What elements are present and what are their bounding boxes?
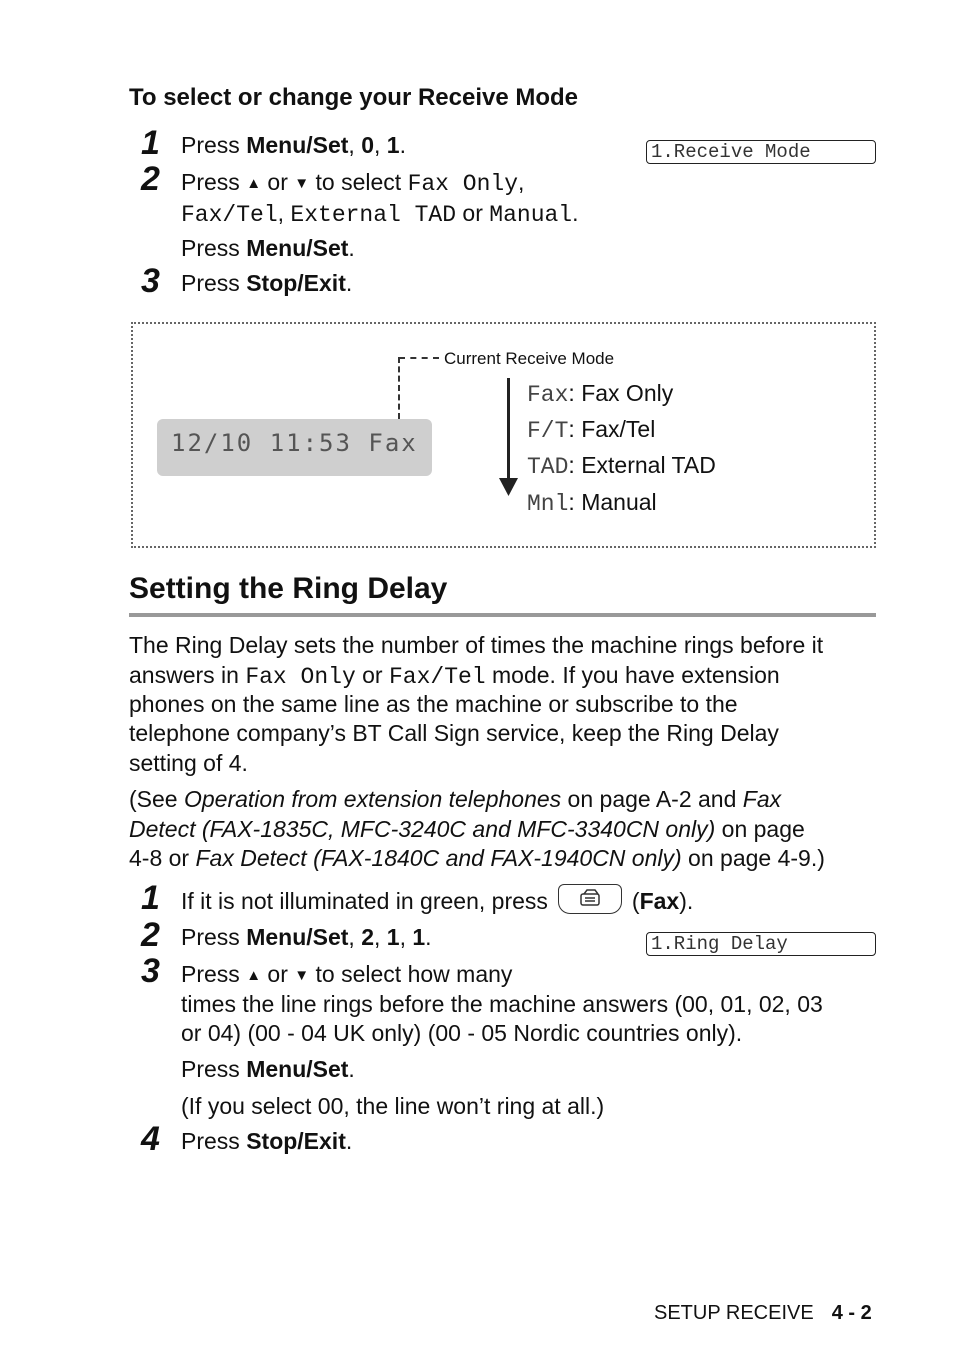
step-text: Press Menu/Set, 0, 1. — [181, 132, 406, 158]
step-text: Press Stop/Exit. — [181, 270, 353, 296]
step-text: Press ▲ or ▼ to select Fax Only, — [181, 169, 525, 197]
step-text: (If you select 00, the line won’t ring at all.) — [181, 1093, 605, 1119]
step-text: Press Menu/Set. — [181, 1056, 355, 1082]
step-number: 2 — [141, 160, 160, 198]
step-text: Press Stop/Exit. — [181, 1128, 353, 1154]
paragraph-line: 4-8 or Fax Detect (FAX-1840C and FAX-1940CN only) on page 4-9.) — [129, 845, 825, 871]
arrow-shaft — [507, 378, 510, 480]
step-text: Fax/Tel, External TAD or Manual. — [181, 200, 579, 228]
step-text: Press ▲ or ▼ to select how many — [181, 961, 513, 987]
paragraph-line: setting of 4. — [129, 750, 248, 776]
callout-label: Current Receive Mode — [444, 349, 615, 368]
section-rule — [129, 613, 876, 617]
up-arrow-icon: ▲ — [246, 175, 262, 192]
mode-item: Mnl: Manual — [527, 489, 657, 517]
step-text: Press Menu/Set, 2, 1, 1. — [181, 924, 432, 950]
lcd-ring-delay: 1.Ring Delay — [646, 932, 876, 956]
down-arrow-icon: ▼ — [294, 967, 310, 984]
paragraph-line: answers in Fax Only or Fax/Tel mode. If you have extension — [129, 662, 780, 690]
page-number: 4 - 2 — [831, 1302, 872, 1324]
paragraph-line: phones on the same line as the machine or subscribe to the — [129, 691, 738, 717]
step-text: times the line rings before the machine answers (00, 01, 02, 03 — [181, 991, 823, 1017]
up-arrow-icon: ▲ — [246, 967, 262, 984]
step-number: 1 — [141, 879, 160, 917]
callout-leader — [399, 357, 439, 359]
callout-leader — [398, 357, 400, 419]
step-text: If it is not illuminated in green, press (Fax). — [181, 886, 693, 918]
down-arrow-icon — [499, 478, 518, 496]
down-arrow-icon: ▼ — [294, 175, 310, 192]
paragraph-line: telephone company’s BT Call Sign service, keep the Ring Delay — [129, 720, 779, 746]
mode-item: F/T: Fax/Tel — [527, 416, 656, 444]
footer — [654, 1302, 872, 1325]
step-number: 3 — [141, 262, 160, 300]
step-number: 1 — [141, 124, 160, 162]
section-heading: To select or change your Receive Mode — [129, 84, 579, 111]
fax-button-icon[interactable] — [558, 884, 622, 914]
mode-item: Fax: Fax Only — [527, 380, 674, 408]
section-title: Setting the Ring Delay — [129, 572, 448, 605]
step-number: 4 — [141, 1120, 160, 1158]
lcd-display: 12/10 11:53 Fax — [157, 419, 432, 476]
lcd-receive-mode: 1.Receive Mode — [646, 140, 876, 164]
step-text: or 04) (00 - 04 UK only) (00 - 05 Nordic countries only). — [181, 1020, 743, 1046]
step-text: Press Menu/Set. — [181, 235, 355, 261]
step-number: 3 — [141, 952, 160, 990]
paragraph-line: Detect (FAX-1835C, MFC-3240C and MFC-3340CN only) on page — [129, 816, 805, 842]
mode-item: TAD: External TAD — [527, 452, 716, 480]
step-number: 2 — [141, 916, 160, 954]
paragraph-line: The Ring Delay sets the number of times the machine rings before it — [129, 632, 824, 658]
footer-section: SETUP RECEIVE — [654, 1302, 814, 1324]
paragraph-line: (See Operation from extension telephones on page A-2 and Fax — [129, 786, 782, 812]
